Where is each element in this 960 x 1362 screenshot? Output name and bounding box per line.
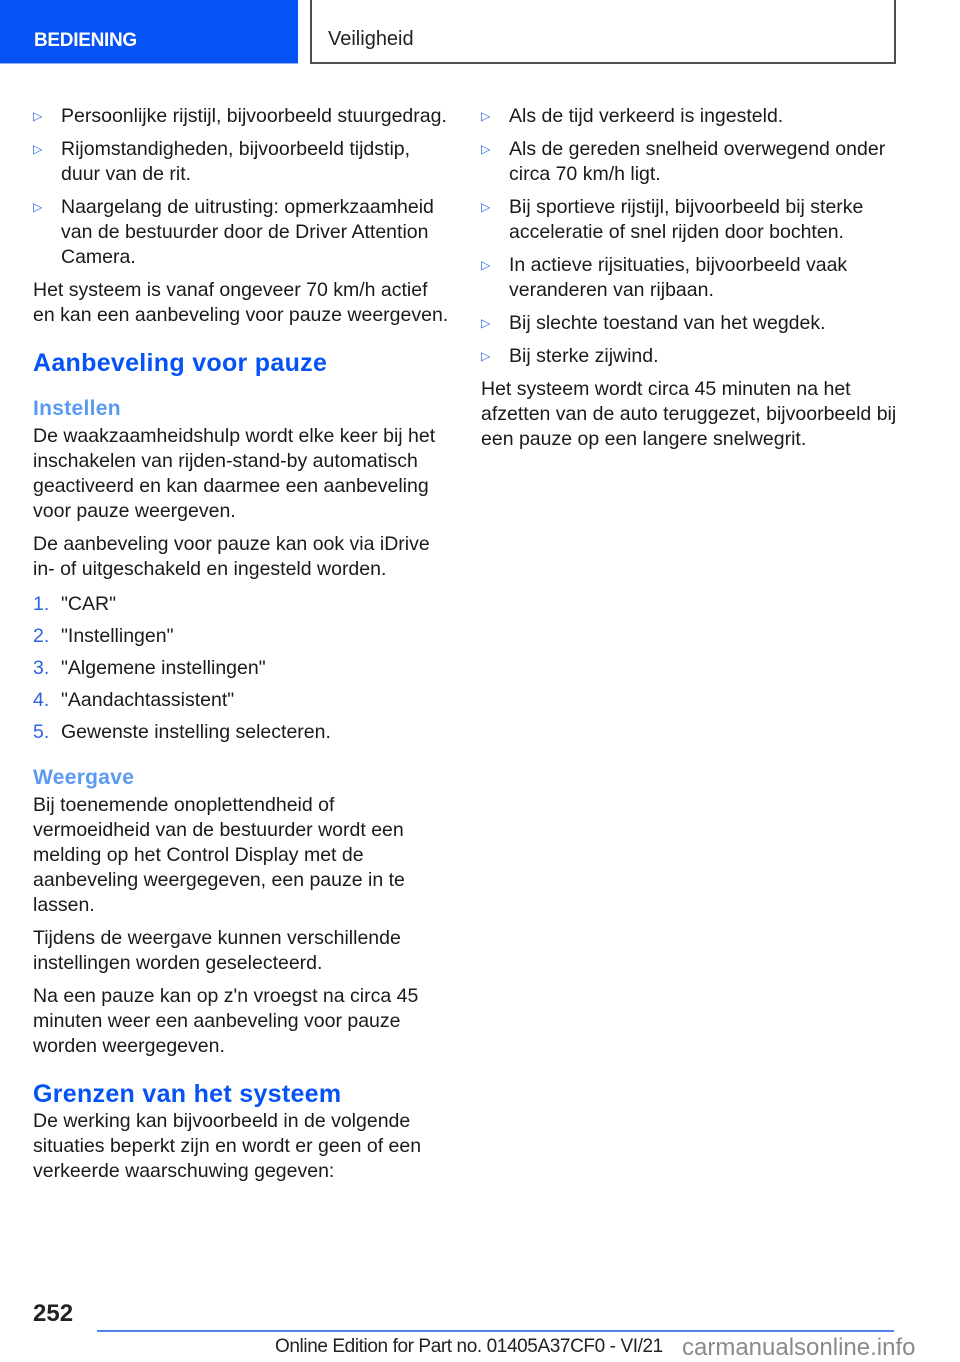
list-item: ▷ Bij slechte toestand van het wegdek.	[481, 312, 826, 334]
paragraph: De werking kan bijvoorbeeld in de volgende situaties beperkt zijn en wordt er geen of een verkeerde waarschuwing gegeven:	[33, 1110, 422, 1182]
chapter-header	[310, 0, 896, 64]
step-item: 4. "Aandachtassistent"	[33, 689, 235, 711]
steps-list	[33, 592, 453, 745]
triangle-bullet-icon: ▷	[481, 258, 491, 272]
triangle-bullet-icon: ▷	[33, 142, 43, 156]
list-item: ▷ Persoonlijke rijstijl, bijvoorbeeld stuurgedrag.	[33, 105, 447, 127]
paragraph: Tijdens de weergave kunnen verschillende instellingen worden geselecteerd.	[33, 927, 401, 974]
paragraph: De aanbeveling voor pauze kan ook via iDrive in- of uitgeschakeld en ingesteld worden.	[33, 533, 430, 580]
right-column	[481, 104, 901, 460]
chapter-title: Veiligheid	[328, 28, 414, 50]
paragraph: De waakzaamheidshulp wordt elke keer bij het inschakelen van rijden-stand-by automatisch geactiveerd en kan daarmee een aanbeveling voor pauze weergeven.	[33, 425, 436, 522]
edition-text: Online Edition for Part no. 01405A37CF0 - VI/21	[275, 1336, 663, 1357]
watermark-link[interactable]: carmanualsonline.info	[682, 1334, 916, 1361]
step-item: 5. Gewenste instelling selecteren.	[33, 721, 331, 743]
step-item: 1. "CAR"	[33, 593, 117, 615]
left-column	[33, 104, 453, 1192]
list-item: ▷ Bij sterke zijwind.	[481, 345, 659, 367]
triangle-bullet-icon: ▷	[481, 349, 491, 363]
list-item: ▷ In actieve rijsituaties, bijvoorbeeld vaak veranderen van rijbaan.	[481, 254, 848, 301]
section-tab-label: BEDIENING	[34, 30, 137, 51]
triangle-bullet-icon: ▷	[481, 109, 491, 123]
triangle-bullet-icon: ▷	[33, 200, 43, 214]
subheading-weergave: Weergave	[33, 766, 135, 789]
section-heading-aanbeveling: Aanbeveling voor pauze	[33, 349, 328, 377]
intro-paragraph: Het systeem is vanaf ongeveer 70 km/h actief en kan een aanbeveling voor pauze weergeven.	[33, 279, 449, 326]
paragraph: Na een pauze kan op z'n vroegst na circa 45 minuten weer een aanbeveling voor pauze worden weergegeven.	[33, 985, 419, 1057]
subheading-instellen: Instellen	[33, 397, 121, 420]
triangle-bullet-icon: ▷	[33, 109, 43, 123]
paragraph: Bij toenemende onoplettendheid of vermoeidheid van de bestuurder wordt een melding op het Control Display met de aanbeveling weergegeven, een pauze in te lassen.	[33, 794, 405, 916]
section-heading-grenzen: Grenzen van het systeem	[33, 1080, 342, 1108]
step-item: 2. "Instellingen"	[33, 625, 174, 647]
list-item: ▷ Als de tijd verkeerd is ingesteld.	[481, 105, 784, 127]
section-tab	[0, 0, 298, 64]
triangle-bullet-icon: ▷	[481, 200, 491, 214]
list-item: ▷ Als de gereden snelheid overwegend onder circa 70 km/h ligt.	[481, 138, 886, 185]
closing-paragraph: Het systeem wordt circa 45 minuten na het afzetten van de auto teruggezet, bijvoorbeeld bij een pauze op een langere snelwegrit.	[481, 378, 897, 450]
step-item: 3. "Algemene instellingen"	[33, 657, 266, 679]
list-item: ▷ Bij sportieve rijstijl, bijvoorbeeld bij sterke acceleratie of snel rijden door bochten.	[481, 196, 864, 243]
footer-divider	[97, 1330, 894, 1332]
list-item: ▷ Rijomstandigheden, bijvoorbeeld tijdstip, duur van de rit.	[33, 138, 411, 185]
triangle-bullet-icon: ▷	[481, 142, 491, 156]
list-item: ▷ Naargelang de uitrusting: opmerkzaamheid van de bestuurder door de Driver Attention Camera.	[33, 196, 434, 268]
triangle-bullet-icon: ▷	[481, 316, 491, 330]
page-number: 252	[33, 1300, 74, 1327]
